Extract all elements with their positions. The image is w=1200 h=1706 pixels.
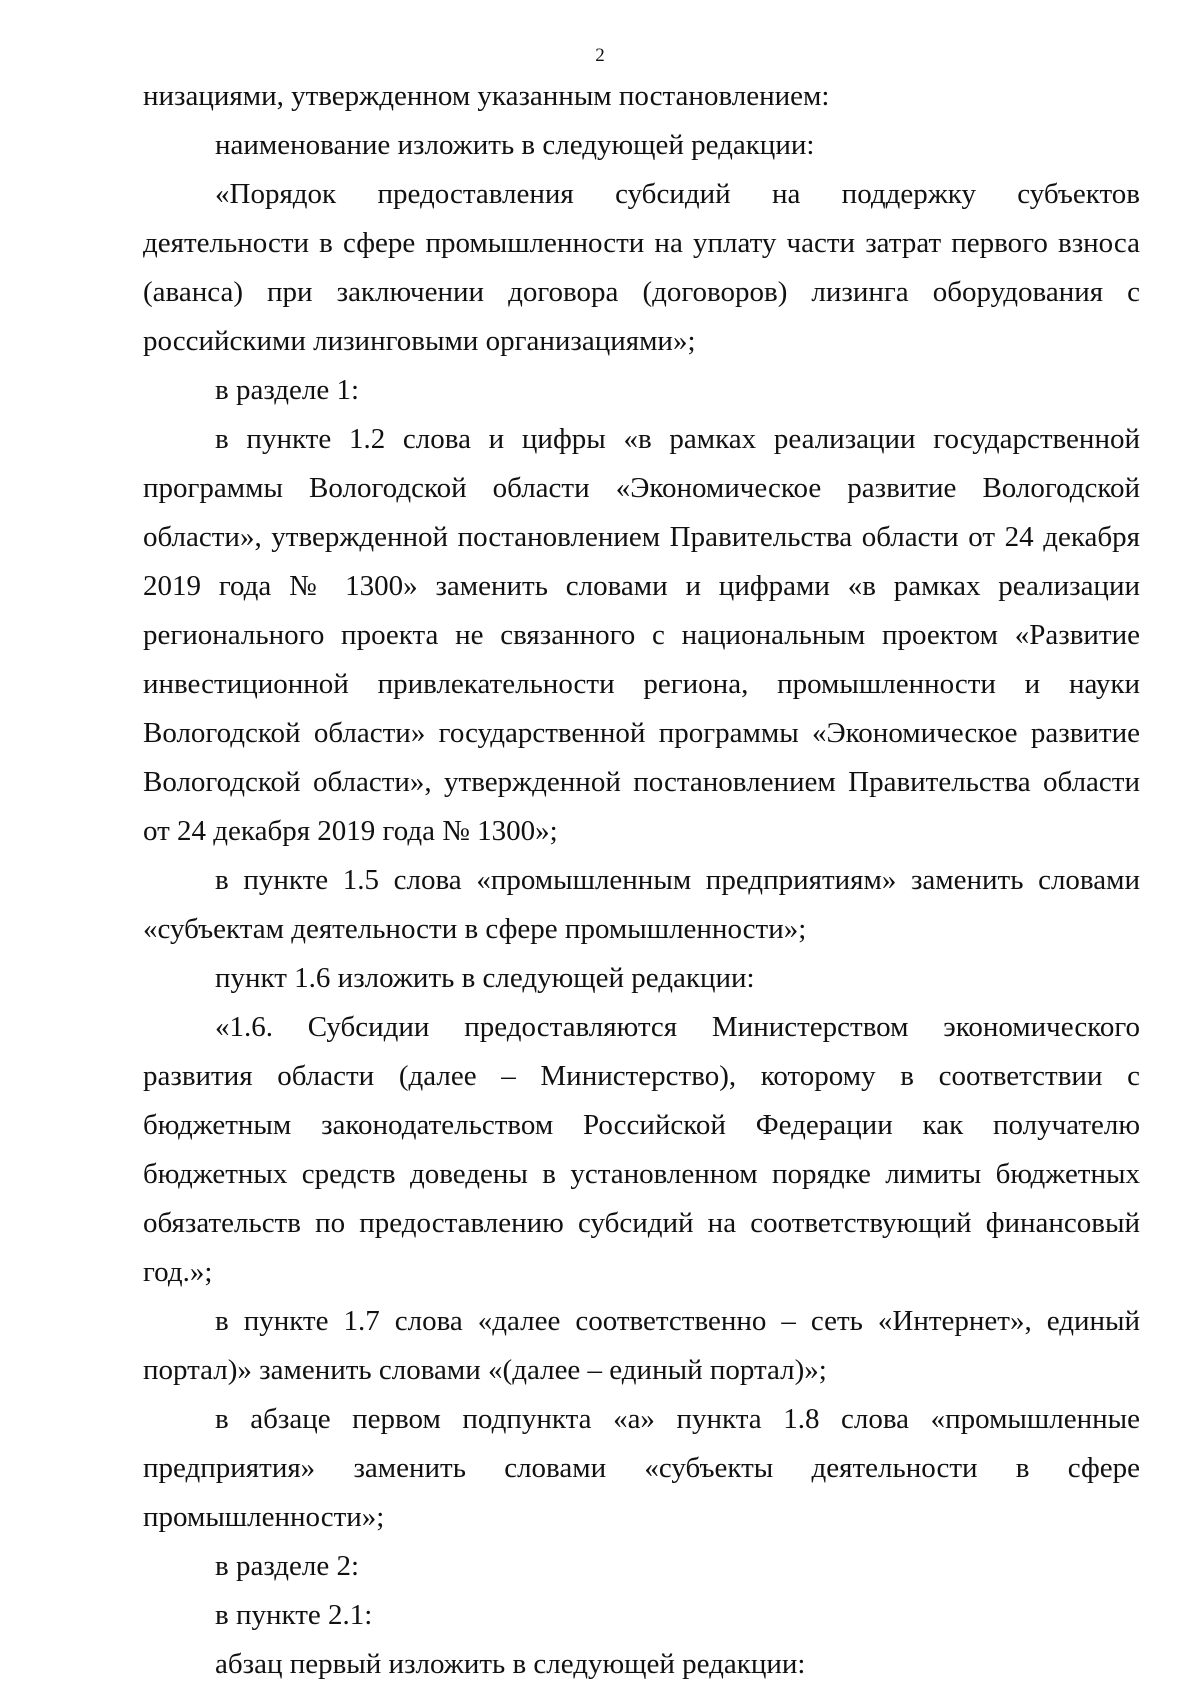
paragraph-item-1-6-instruction: пункт 1.6 изложить в следующей редакции:: [215, 962, 755, 994]
paragraph-first-paragraph-instruction: абзац первый изложить в следующей редакции:: [215, 1648, 806, 1680]
paragraph-section-2: в разделе 2:: [215, 1550, 360, 1582]
paragraph-item-1-2: в пункте 1.2 слова и цифры «в рамках реализации государственной программы Вологодской области «Экономическое развитие Вологодской области», утвержденной постановлением Правительства области от 24 декабря 2019 года № 1300» заменить словами и цифрами «в рамках реализации регионального проекта не связанного с национальным проектом «Развитие инвестиционной привлекательности региона, промышленности и науки Вологодской области» государственной программы «Экономическое развитие Вологодской области», утвержденной постановлением Правительства области от 24 декабря 2019 года № 1300»;: [143, 423, 1140, 847]
paragraph-new-title: «Порядок предоставления субсидий на поддержку субъектов деятельности в сфере промышленности на уплату части затрат первого взноса (аванса) при заключении договора (договоров) лизинга оборудования с российскими лизинговыми организациями»;: [143, 178, 1140, 357]
document-body: [143, 72, 1140, 1689]
paragraph-item-1-8: в абзаце первом подпункта «а» пункта 1.8 слова «промышленные предприятия» заменить словами «субъекты деятельности в сфере промышленности»;: [143, 1403, 1140, 1533]
page-number: 2: [595, 45, 605, 66]
paragraph-item-1-5: в пункте 1.5 слова «промышленным предприятиям» заменить словами «субъектам деятельности в сфере промышленности»;: [143, 864, 1140, 945]
paragraph-title-instruction: наименование изложить в следующей редакции:: [215, 129, 815, 161]
paragraph-item-1-7: в пункте 1.7 слова «далее соответственно – сеть «Интернет», единый портал)» заменить словами «(далее – единый портал)»;: [143, 1305, 1140, 1386]
paragraph-item-2-1: в пункте 2.1:: [215, 1599, 373, 1631]
paragraph-item-1-6-text: «1.6. Субсидии предоставляются Министерством экономического развития области (далее – Министерство), которому в соответствии с бюджетным законодательством Российской Федерации как получателю бюджетных средств доведены в установленном порядке лимиты бюджетных обязательств по предоставлению субсидий на соответствующий финансовый год.»;: [143, 1011, 1140, 1288]
paragraph-section-1: в разделе 1:: [215, 374, 360, 406]
paragraph-continuation: низациями, утвержденном указанным постановлением:: [143, 80, 830, 112]
